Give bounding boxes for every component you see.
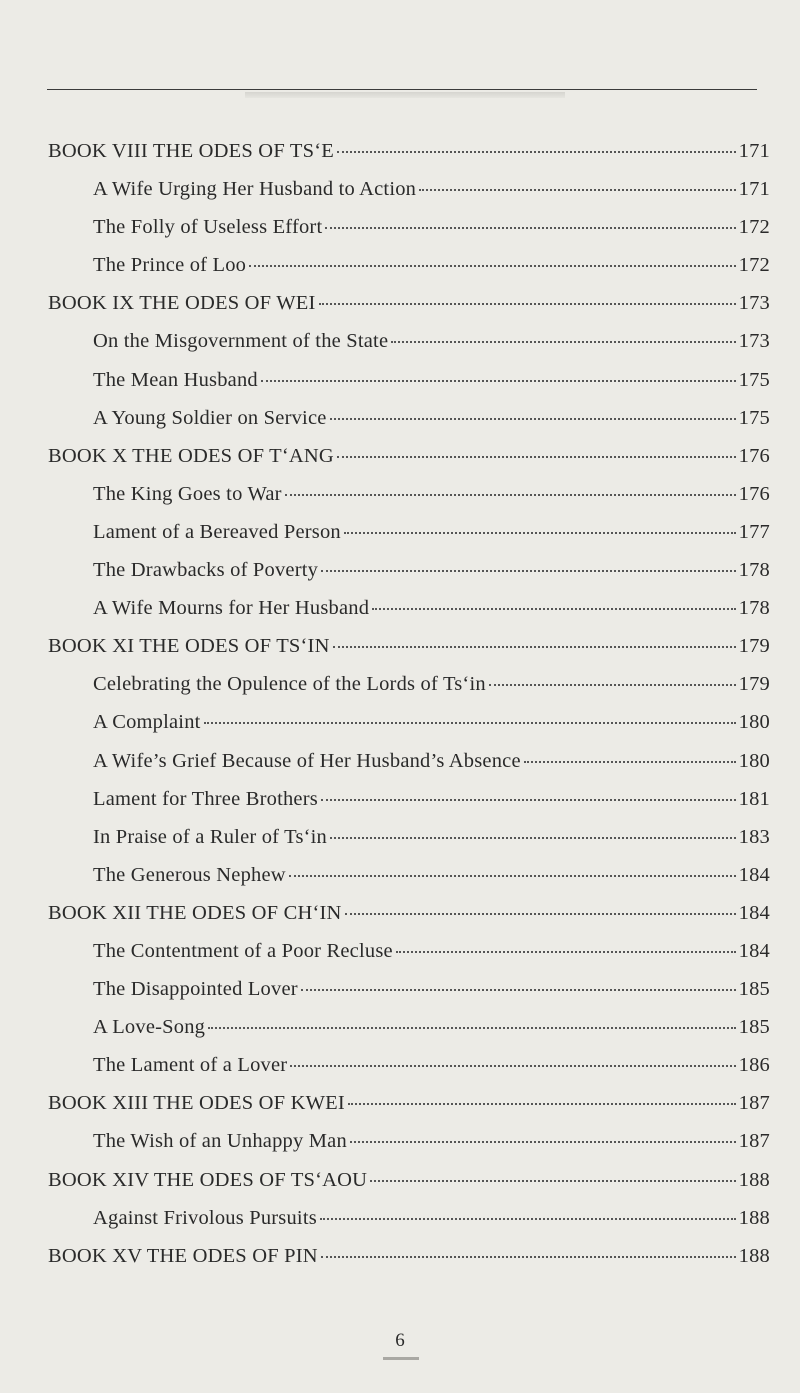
toc-dot-leader <box>348 1103 736 1105</box>
toc-entry-page: 175 <box>738 406 770 429</box>
toc-dot-leader <box>249 265 736 267</box>
toc-book-entry <box>0 140 800 178</box>
toc-entry-page: 180 <box>738 749 770 772</box>
toc-entry-title: BOOK XIV THE ODES OF TS‘AOU <box>48 1168 368 1191</box>
toc-book-entry <box>0 445 800 483</box>
toc-entry-title: The Wish of an Unhappy Man <box>93 1130 347 1153</box>
toc-dot-leader <box>489 684 736 686</box>
toc-dot-leader <box>330 418 736 420</box>
toc-entry-page: 185 <box>738 978 770 1001</box>
top-rule-shadow <box>245 92 565 98</box>
toc-entry-page: 179 <box>738 673 770 696</box>
toc-entry-title: BOOK XI THE ODES OF TS‘IN <box>48 635 330 658</box>
top-rule <box>47 89 757 90</box>
toc-dot-leader <box>321 570 736 572</box>
toc-entry-page: 178 <box>738 559 770 582</box>
toc-dot-leader <box>396 951 736 953</box>
toc-poem-entry <box>0 940 800 978</box>
toc-entry-title: The Generous Nephew <box>93 863 286 886</box>
toc-dot-leader <box>289 875 736 877</box>
table-of-contents <box>0 140 800 1283</box>
toc-entry-title: BOOK X THE ODES OF T‘ANG <box>48 444 334 467</box>
toc-poem-entry <box>0 750 800 788</box>
toc-poem-entry <box>0 254 800 292</box>
toc-entry-title: BOOK IX THE ODES OF WEI <box>48 292 316 315</box>
toc-entry-title: On the Misgovernment of the State <box>93 330 389 353</box>
toc-poem-entry <box>0 330 800 368</box>
toc-entry-title: A Wife Urging Her Husband to Action <box>93 178 417 201</box>
toc-poem-entry <box>0 483 800 521</box>
toc-entry-page: 188 <box>738 1168 770 1191</box>
toc-dot-leader <box>208 1027 736 1029</box>
toc-book-entry <box>0 902 800 940</box>
toc-dot-leader <box>290 1065 735 1067</box>
toc-dot-leader <box>350 1141 736 1143</box>
toc-dot-leader <box>321 799 736 801</box>
toc-entry-title: A Love-Song <box>93 1016 206 1039</box>
toc-dot-leader <box>344 532 736 534</box>
toc-entry-title: A Wife’s Grief Because of Her Husband’s Absence <box>93 749 521 772</box>
toc-dot-leader <box>325 227 735 229</box>
toc-entry-title: The Lament of a Lover <box>93 1054 288 1077</box>
toc-entry-page: 181 <box>738 787 770 810</box>
toc-entry-title: The Prince of Loo <box>93 254 247 277</box>
toc-dot-leader <box>372 608 735 610</box>
toc-dot-leader <box>204 722 736 724</box>
toc-entry-page: 173 <box>738 292 770 315</box>
toc-dot-leader <box>285 494 736 496</box>
toc-entry-page: 183 <box>738 825 770 848</box>
toc-book-entry <box>0 1092 800 1130</box>
toc-entry-page: 180 <box>738 711 770 734</box>
toc-poem-entry <box>0 178 800 216</box>
toc-poem-entry <box>0 826 800 864</box>
toc-book-entry <box>0 635 800 673</box>
toc-entry-title: BOOK XII THE ODES OF CH‘IN <box>48 901 342 924</box>
page-number-rule <box>383 1357 419 1360</box>
toc-poem-entry <box>0 1207 800 1245</box>
toc-poem-entry <box>0 407 800 445</box>
toc-entry-title: Celebrating the Opulence of the Lords of Ts‘in <box>93 673 486 696</box>
toc-book-entry <box>0 1245 800 1283</box>
toc-poem-entry <box>0 673 800 711</box>
toc-dot-leader <box>419 189 736 191</box>
toc-entry-title: A Wife Mourns for Her Husband <box>93 597 370 620</box>
toc-entry-page: 175 <box>738 368 770 391</box>
toc-book-entry <box>0 292 800 330</box>
toc-poem-entry <box>0 1130 800 1168</box>
toc-entry-page: 177 <box>738 520 770 543</box>
toc-dot-leader <box>337 456 736 458</box>
toc-poem-entry <box>0 788 800 826</box>
toc-entry-page: 188 <box>738 1206 770 1229</box>
toc-poem-entry <box>0 521 800 559</box>
toc-entry-title: Lament of a Bereaved Person <box>93 520 341 543</box>
toc-entry-page: 187 <box>738 1092 770 1115</box>
toc-entry-page: 171 <box>738 178 770 201</box>
toc-entry-page: 173 <box>738 330 770 353</box>
toc-dot-leader <box>333 646 736 648</box>
toc-entry-page: 184 <box>738 901 770 924</box>
toc-entry-title: The Mean Husband <box>93 368 258 391</box>
toc-entry-title: Against Frivolous Pursuits <box>93 1206 317 1229</box>
toc-entry-page: 176 <box>738 444 770 467</box>
toc-poem-entry <box>0 978 800 1016</box>
toc-entry-title: The Drawbacks of Poverty <box>93 559 319 582</box>
toc-entry-page: 185 <box>738 1016 770 1039</box>
toc-book-entry <box>0 1169 800 1207</box>
toc-entry-title: The King Goes to War <box>93 482 282 505</box>
toc-entry-page: 172 <box>738 216 770 239</box>
toc-entry-title: Lament for Three Brothers <box>93 787 318 810</box>
toc-poem-entry <box>0 216 800 254</box>
toc-entry-page: 172 <box>738 254 770 277</box>
toc-entry-page: 171 <box>738 140 770 162</box>
page-number: 6 <box>395 1330 405 1351</box>
toc-poem-entry <box>0 1054 800 1092</box>
toc-dot-leader <box>345 913 736 915</box>
toc-dot-leader <box>337 151 736 153</box>
toc-poem-entry <box>0 864 800 902</box>
toc-dot-leader <box>330 837 736 839</box>
toc-dot-leader <box>301 989 736 991</box>
toc-entry-page: 184 <box>738 939 770 962</box>
toc-entry-title: In Praise of a Ruler of Ts‘in <box>93 825 327 848</box>
toc-entry-title: BOOK VIII THE ODES OF TS‘E <box>48 140 334 162</box>
toc-dot-leader <box>321 1256 736 1258</box>
toc-entry-page: 176 <box>738 482 770 505</box>
toc-poem-entry <box>0 369 800 407</box>
toc-dot-leader <box>524 761 736 763</box>
toc-entry-page: 186 <box>738 1054 770 1077</box>
toc-entry-page: 178 <box>738 597 770 620</box>
toc-poem-entry <box>0 597 800 635</box>
toc-dot-leader <box>320 1218 736 1220</box>
toc-entry-title: BOOK XV THE ODES OF PIN <box>48 1244 318 1267</box>
toc-dot-leader <box>370 1180 735 1182</box>
toc-entry-title: BOOK XIII THE ODES OF KWEI <box>48 1092 345 1115</box>
toc-entry-page: 188 <box>738 1244 770 1267</box>
toc-dot-leader <box>391 341 735 343</box>
toc-poem-entry <box>0 711 800 749</box>
toc-entry-page: 187 <box>738 1130 770 1153</box>
toc-dot-leader <box>261 380 736 382</box>
toc-entry-page: 179 <box>738 635 770 658</box>
toc-entry-page: 184 <box>738 863 770 886</box>
toc-entry-title: The Contentment of a Poor Recluse <box>93 939 393 962</box>
toc-dot-leader <box>319 303 736 305</box>
toc-entry-title: A Young Soldier on Service <box>93 406 327 429</box>
toc-poem-entry <box>0 559 800 597</box>
toc-poem-entry <box>0 1016 800 1054</box>
toc-entry-title: The Disappointed Lover <box>93 978 298 1001</box>
toc-entry-title: A Complaint <box>93 711 201 734</box>
toc-entry-title: The Folly of Useless Effort <box>93 216 323 239</box>
